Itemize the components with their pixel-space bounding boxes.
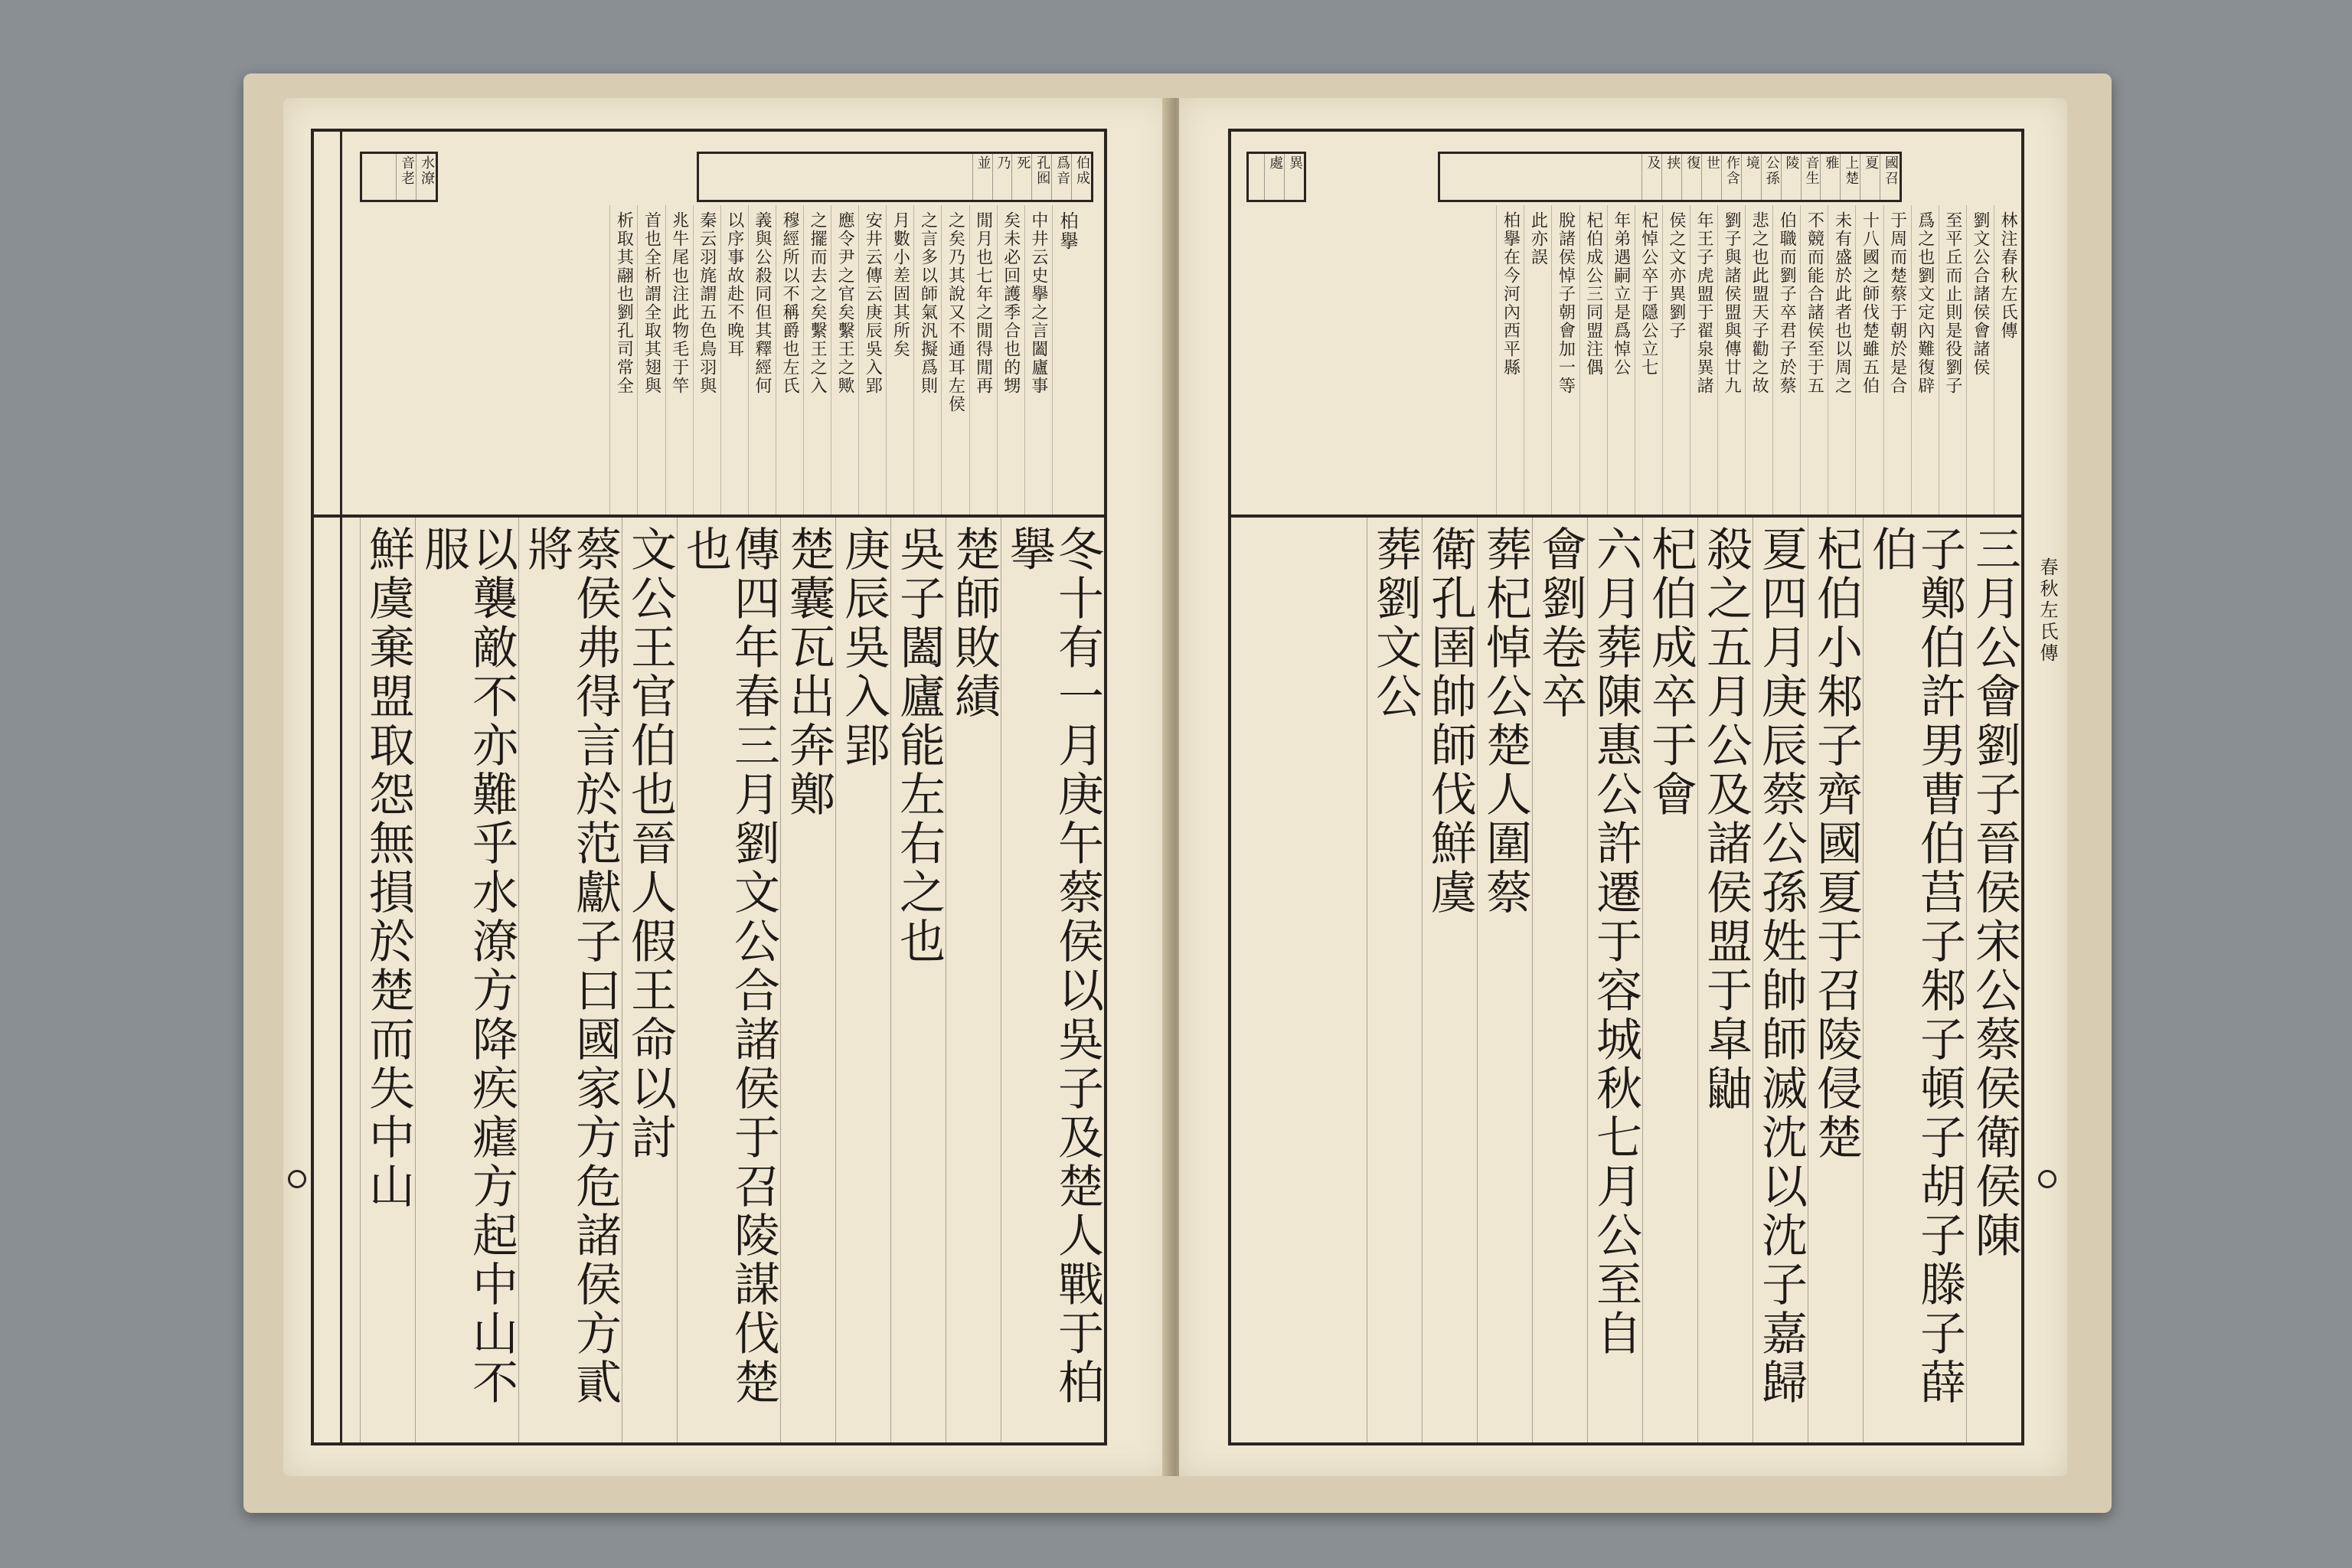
commentary-col: 劉子與諸侯盟與傳廿九 [1717, 205, 1745, 514]
commentary-col: 此亦誤 [1524, 205, 1551, 514]
gloss-word: 世 [1701, 154, 1721, 200]
gloss-word: 爲音 [1051, 154, 1071, 200]
main-col: 庚辰吳入郢 [835, 518, 890, 1442]
left-page-margin-strip [314, 132, 342, 1442]
commentary-col: 年王子虎盟于翟泉異諸 [1690, 205, 1717, 514]
commentary-col: 之矣乃其說又不通耳左侯 [941, 205, 969, 514]
right-commentary-band [1231, 132, 2021, 518]
main-col: 冬十有一月庚午蔡侯以吳子及楚人戰于柏擧 [1001, 518, 1104, 1442]
commentary-col: 伯職而劉子卒君子於蔡 [1772, 205, 1800, 514]
commentary-col: 月數小差固其所矣 [886, 205, 913, 514]
gloss-word: 處 [1264, 154, 1284, 200]
commentary-col: 柏擧在今河內西平縣 [1496, 205, 1524, 514]
commentary-col: 安井云傳云庚辰吳入郢 [858, 205, 886, 514]
gloss-word: 復 [1681, 154, 1701, 200]
gloss-word: 挟 [1661, 154, 1681, 200]
main-col: 子鄭伯許男曹伯莒子邾子頓子胡子滕子薛伯 [1863, 518, 1966, 1442]
commentary-col: 侯之文亦異劉子 [1662, 205, 1690, 514]
commentary-col: 至平丘而止則是役劉子 [1939, 205, 1966, 514]
commentary-col: 之言多以師氣汎擬爲則 [913, 205, 941, 514]
gloss-word: 乃 [992, 154, 1012, 200]
right-gloss-box-a [1246, 152, 1306, 202]
main-col: 殺之五月公及諸侯盟于皐鼬 [1697, 518, 1753, 1442]
commentary-col: 杞悼公卒于隱公立七 [1635, 205, 1662, 514]
main-col: 衛孔圉帥師伐鮮虞 [1422, 518, 1477, 1442]
gloss-word: 陵 [1781, 154, 1801, 200]
gloss-word: 境 [1741, 154, 1761, 200]
main-col: 楚囊瓦出奔鄭 [780, 518, 835, 1442]
gloss-word: 作含 [1721, 154, 1741, 200]
fold-marker [288, 1170, 306, 1188]
gloss-word: 上楚 [1840, 154, 1860, 200]
commentary-col: 于周而楚蔡于朝於是合 [1883, 205, 1911, 514]
gloss-word: 及 [1642, 154, 1661, 200]
left-gloss-box-a [360, 152, 438, 202]
main-col: 文公王官伯也晉人假王命以討 [622, 518, 677, 1442]
main-col: 楚師敗績 [946, 518, 1001, 1442]
main-col: 杞伯小邾子齊國夏于召陵侵楚 [1808, 518, 1863, 1442]
gloss-label: 水潦 [416, 154, 436, 200]
main-col: 蔡侯弗得言於范獻子曰國家方危諸侯方貳將 [518, 518, 622, 1442]
main-col: 鮮虞棄盟取怨無損於楚而失中山 [360, 518, 415, 1442]
gloss-word: 雅 [1820, 154, 1840, 200]
left-page-frame [311, 129, 1107, 1446]
left-main-columns [314, 518, 1104, 1442]
main-col: 三月公會劉子晉侯宋公蔡侯衛侯陳 [1966, 518, 2021, 1442]
commentary-col: 矣未必回護季合也的甥 [997, 205, 1024, 514]
commentary-col: 兆牛尾也注此物毛于竿 [665, 205, 693, 514]
main-col: 葬杞悼公楚人圍蔡 [1477, 518, 1532, 1442]
left-commentary-band [314, 132, 1104, 518]
main-col: 會劉卷卒 [1532, 518, 1587, 1442]
left-page [283, 98, 1171, 1476]
commentary-col: 林注春秋左氏傳 [1994, 205, 2021, 514]
gloss-word: 死 [1011, 154, 1031, 200]
commentary-col: 不競而能合諸侯至于五 [1800, 205, 1828, 514]
left-commentary-columns [314, 205, 1081, 514]
commentary-col: 中井云史擧之言闔廬事 [1024, 205, 1052, 514]
commentary-col: 杞伯成公三同盟注偶 [1579, 205, 1607, 514]
right-page-frame [1228, 129, 2024, 1446]
commentary-col: 悲之也此盟天子勸之故 [1745, 205, 1772, 514]
section-title: 柏擧 [1052, 205, 1081, 514]
commentary-col: 秦云羽旄謂五色鳥羽與 [693, 205, 720, 514]
commentary-col: 未有盛於此者也以周之 [1828, 205, 1855, 514]
main-col: 夏四月庚辰蔡公孫姓帥師滅沈以沈子嘉歸 [1753, 518, 1808, 1442]
commentary-col: 以序事故赴不晚耳 [720, 205, 748, 514]
right-main-columns [1231, 518, 2021, 1442]
fold-marker [2038, 1170, 2056, 1188]
gloss-word: 夏 [1860, 154, 1880, 200]
commentary-col: 穆經所以不稱爵也左氏 [776, 205, 803, 514]
commentary-col: 首也全析謂全取其翅與 [637, 205, 665, 514]
commentary-col: 十八國之師伐楚雖五伯 [1855, 205, 1883, 514]
gloss-word: 音生 [1801, 154, 1821, 200]
main-col: 六月葬陳惠公許遷于容城秋七月公至自 [1587, 518, 1642, 1442]
gloss-label: 音老 [396, 154, 416, 200]
commentary-col: 閒月也七年之閒得閒再 [969, 205, 997, 514]
left-main-text [314, 518, 1104, 1442]
gloss-word: 公孫 [1761, 154, 1781, 200]
gloss-word: 異 [1284, 154, 1304, 200]
commentary-col: 劉文公合諸侯會諸侯 [1966, 205, 1994, 514]
spine-title: 春秋左氏傳 [2037, 557, 2058, 665]
commentary-col: 年弟遇嗣立是爲悼公 [1607, 205, 1635, 514]
gloss-word: 國召 [1880, 154, 1900, 200]
left-gloss-box-b [697, 152, 1093, 202]
right-main-text [1231, 518, 2021, 1442]
gloss-word: 並 [972, 154, 992, 200]
main-col: 吳子闔廬能左右之也 [890, 518, 946, 1442]
main-col: 杞伯成卒于會 [1642, 518, 1697, 1442]
commentary-col: 析取其翮也劉孔司常全 [609, 205, 637, 514]
commentary-col: 之擺而去之矣繫王之入 [803, 205, 831, 514]
right-commentary-columns [1231, 205, 2021, 514]
main-col: 傳四年春三月劉文公合諸侯于召陵謀伐楚也 [677, 518, 780, 1442]
commentary-col: 脫諸侯悼子朝會加一等 [1551, 205, 1579, 514]
commentary-col: 義與公殺同但其釋經何 [748, 205, 776, 514]
right-gloss-box-b [1438, 152, 1902, 202]
gloss-word: 伯成 [1071, 154, 1091, 200]
main-col: 葬劉文公 [1367, 518, 1422, 1442]
main-col: 以襲敵不亦難乎水潦方降疾瘧方起中山不服 [415, 518, 518, 1442]
commentary-col: 應令尹之官矣繫王之歟 [831, 205, 858, 514]
gloss-word: 孔囮 [1031, 154, 1051, 200]
commentary-col: 爲之也劉文定內難復辟 [1911, 205, 1939, 514]
right-page [1179, 98, 2067, 1476]
